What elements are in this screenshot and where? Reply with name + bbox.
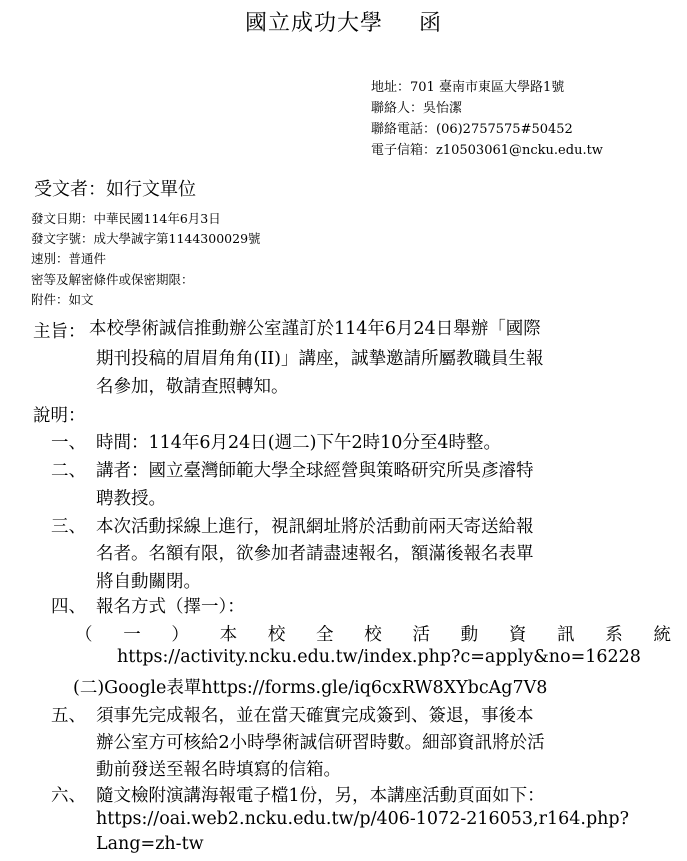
- item1-number: 一、: [51, 433, 86, 453]
- item4-option2[interactable]: (二)Google表單https://forms.gle/iq6cxRW8XYbcAg7V8: [73, 678, 548, 698]
- item2-line-2: 聘教授。: [96, 489, 166, 509]
- subject-line-1: 本校學術誠信推動辦公室謹訂於114年6月24日舉辦「國際: [89, 319, 541, 339]
- item4-option1-url[interactable]: https://activity.ncku.edu.tw/index.php?c=apply&no=16228: [117, 647, 641, 667]
- item4-option1-label: （一）本校全校活動資訊系統: [75, 625, 671, 645]
- org-name: 國立成功大學: [244, 11, 383, 36]
- item5-number: 五、: [51, 706, 86, 726]
- item4-number: 四、: [51, 597, 86, 617]
- explanation-label: 說明：: [33, 406, 86, 426]
- item2-number: 二、: [51, 461, 86, 481]
- meta-speed: 速別：普通件: [31, 251, 107, 266]
- item3-line-3: 將自動關閉。: [96, 572, 201, 592]
- item6-url-line-1[interactable]: https://oai.web2.ncku.edu.tw/p/406-1072-216053,r164.php?: [96, 809, 629, 829]
- subject-line-3: 名參加，敬請查照轉知。: [96, 377, 289, 397]
- contact-email: 電子信箱：z10503061@ncku.edu.tw: [371, 143, 603, 158]
- meta-number: 發文字號：成大學誠字第1144300029號: [31, 231, 261, 246]
- item6-line-1: 隨文檢附演講海報電子檔1份，另，本講座活動頁面如下：: [96, 786, 545, 806]
- item3-number: 三、: [51, 517, 86, 537]
- item5-line-2: 辦公室方可核給2小時學術誠信研習時數。細部資訊將於活: [96, 733, 545, 753]
- item6-url-line-2[interactable]: Lang=zh-tw: [96, 834, 204, 854]
- meta-date: 發文日期：中華民國114年6月3日: [31, 211, 221, 226]
- item1-line-1: 時間：114年6月24日(週二)下午2時10分至4時整。: [96, 433, 501, 453]
- doc-type: 函: [419, 11, 443, 36]
- item5-line-3: 動前發送至報名時填寫的信箱。: [96, 760, 341, 780]
- contact-person: 聯絡人：吳怡潔: [371, 101, 463, 116]
- item6-number: 六、: [51, 786, 86, 806]
- item3-line-1: 本次活動採線上進行，視訊網址將於活動前兩天寄送給報: [96, 517, 534, 537]
- item2-line-1: 講者：國立臺灣師範大學全球經營與策略研究所吳彥濬特: [96, 461, 534, 481]
- item4-title: 報名方式（擇一）：: [96, 597, 245, 617]
- document-title: [0, 6, 687, 37]
- contact-address: 地址：701 臺南市東區大學路1號: [371, 80, 565, 95]
- subject-line-2: 期刊投稿的眉眉角角(II)」講座，誠摯邀請所屬教職員生報: [96, 349, 544, 369]
- item3-line-2: 名者。名額有限，欲參加者請盡速報名，額滿後報名表單: [96, 544, 534, 564]
- meta-attachment: 附件：如文: [31, 292, 94, 307]
- meta-security: 密等及解密條件或保密期限：: [31, 272, 194, 287]
- contact-phone: 聯絡電話：(06)2757575#50452: [371, 122, 573, 137]
- item5-line-1: 須事先完成報名，並在當天確實完成簽到、簽退，事後本: [96, 706, 534, 726]
- subject-label: 主旨：: [33, 322, 86, 342]
- recipient: 受文者：如行文單位: [34, 179, 196, 200]
